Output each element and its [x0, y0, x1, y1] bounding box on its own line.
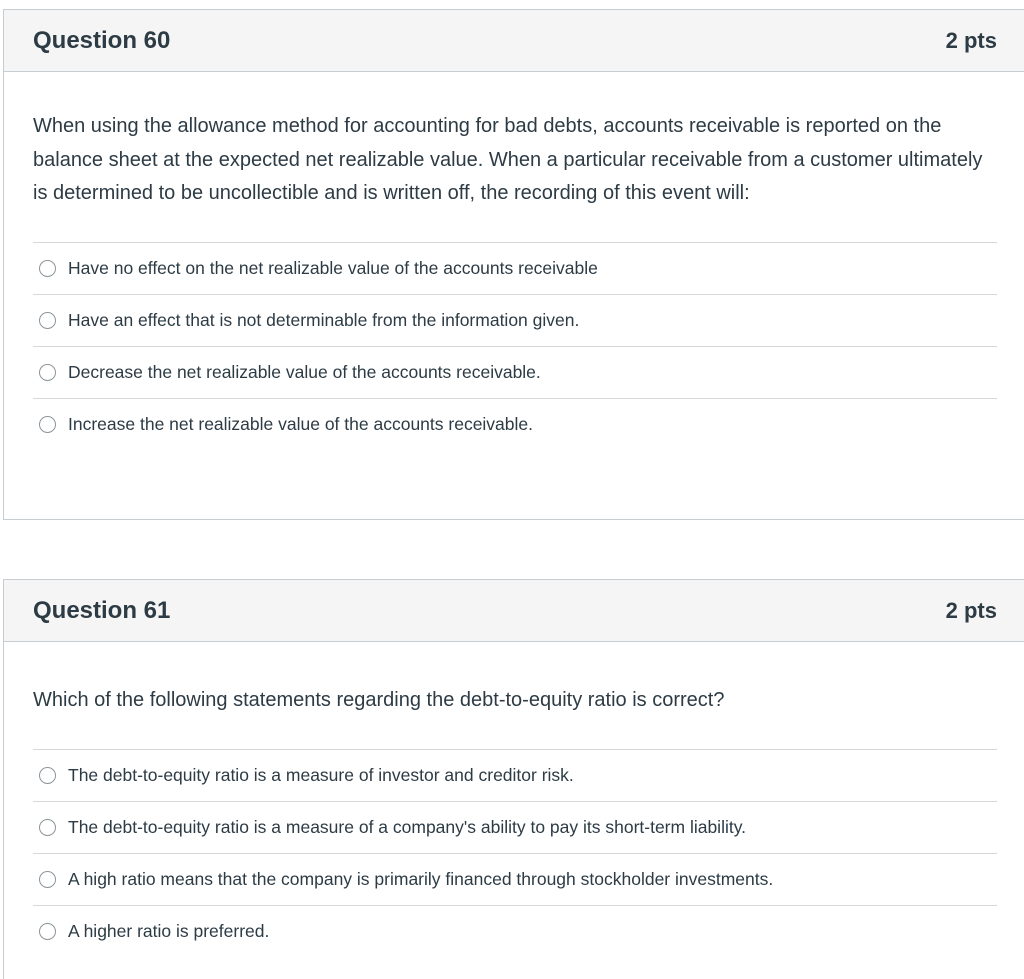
- question-title: Question 60: [33, 26, 171, 54]
- question-60-card: [3, 9, 1024, 520]
- answer-label[interactable]: The debt-to-equity ratio is a measure of a company's ability to pay its short-term liability.: [68, 816, 747, 837]
- answer-option[interactable]: [33, 347, 997, 399]
- question-61-card: [3, 579, 1024, 979]
- answer-option[interactable]: [33, 399, 997, 451]
- answer-label[interactable]: Decrease the net realizable value of the accounts receivable.: [68, 361, 541, 382]
- answer-option[interactable]: [33, 295, 997, 347]
- answer-list: [33, 242, 997, 451]
- answer-option[interactable]: [33, 243, 997, 295]
- question-text: When using the allowance method for accounting for bad debts, accounts receivable is reported on the balance sheet at the expected net realizable value. When a particular receivable from a customer ultimately is determined to be uncollectible and is written off, the recording of this event will:: [33, 115, 983, 204]
- answer-option[interactable]: [33, 750, 997, 802]
- question-text: Which of the following statements regarding the debt-to-equity ratio is correct?: [33, 689, 725, 711]
- answer-option[interactable]: [33, 906, 997, 958]
- answer-list: [33, 749, 997, 958]
- answer-label[interactable]: A higher ratio is preferred.: [68, 921, 270, 941]
- radio-button[interactable]: [39, 923, 56, 940]
- answer-option[interactable]: [33, 854, 997, 906]
- radio-button[interactable]: [39, 416, 56, 433]
- question-title: Question 61: [33, 596, 171, 624]
- answer-label[interactable]: Have no effect on the net realizable value of the accounts receivable: [68, 257, 598, 278]
- radio-button[interactable]: [39, 871, 56, 888]
- answer-label[interactable]: Increase the net realizable value of the accounts receivable.: [68, 414, 534, 434]
- radio-button[interactable]: [39, 819, 56, 836]
- answer-option[interactable]: [33, 802, 997, 854]
- radio-button[interactable]: [39, 364, 56, 381]
- answer-label[interactable]: A high ratio means that the company is primarily financed through stockholder investments.: [68, 868, 774, 889]
- answer-label[interactable]: The debt-to-equity ratio is a measure of investor and creditor risk.: [68, 764, 574, 785]
- question-points: 2 pts: [945, 597, 997, 623]
- radio-button[interactable]: [39, 312, 56, 329]
- question-header: [4, 10, 1024, 72]
- answer-label[interactable]: Have an effect that is not determinable from the information given.: [68, 309, 580, 330]
- question-header: [4, 580, 1024, 642]
- question-points: 2 pts: [945, 27, 997, 53]
- radio-button[interactable]: [39, 767, 56, 784]
- radio-button[interactable]: [39, 260, 56, 277]
